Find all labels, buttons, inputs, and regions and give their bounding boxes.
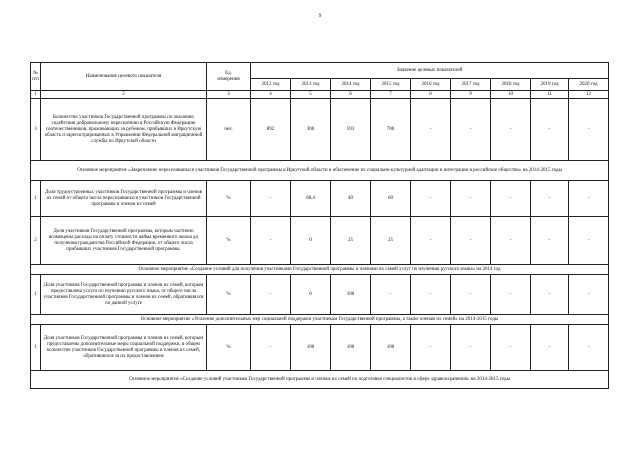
indicator-value: 25 [371, 217, 411, 265]
row-number: 1 [31, 325, 41, 371]
indicator-value: 25 [331, 217, 371, 265]
column-number: 2 [41, 91, 207, 99]
column-number: 3 [207, 91, 251, 99]
indicator-row [31, 325, 609, 371]
header-year: 2014 год [331, 79, 371, 91]
header-year: 2016 год [411, 79, 451, 91]
header-name: Наименование целевого показателя [41, 63, 207, 91]
header-year: 2018 год [491, 79, 531, 91]
section-title: Основное мероприятие «Закрепление переселившихся участников Государственной программы в Иркутской области и обеспечение их социально-культурной адаптации и интеграции в российское общество» на 2014-2015 годы [31, 161, 609, 181]
indicator-name: Доля трудоустроенных участников Государственной программы и членов их семей от общего числа переселившихся участников Государственной программы и членов их семей [41, 181, 207, 217]
indicator-value: - [491, 181, 531, 217]
section-row [31, 161, 609, 181]
indicator-name: Доля участников Государственной программы и членов их семей, которым предоставлены дополнительные меры социальной поддержки, в общем количестве участников Государственной программы и членов их семей, обратившихся за их предоставлением [41, 325, 207, 371]
column-number: 9 [451, 91, 491, 99]
indicator-unit: % [207, 217, 251, 265]
indicator-value: 892 [251, 99, 291, 161]
section-row [31, 315, 609, 325]
indicator-value: 100 [331, 325, 371, 371]
indicator-row [31, 181, 609, 217]
indicator-value: 700 [371, 99, 411, 161]
indicator-value: - [251, 275, 291, 315]
page-number: 9 [318, 14, 322, 19]
column-number: 11 [531, 91, 569, 99]
section-title: Основное мероприятие «Создание условий для получения участниками Государственной программы и членами их семей услуг по изучению русского языка» на 2014 год [31, 265, 609, 275]
indicator-value: 100 [371, 325, 411, 371]
indicator-value: - [251, 325, 291, 371]
column-number: 12 [569, 91, 609, 99]
targets-table [30, 62, 609, 389]
indicator-value: 300 [291, 99, 331, 161]
indicator-value: - [569, 275, 609, 315]
section-row [31, 371, 609, 389]
indicator-value: - [411, 181, 451, 217]
header-year: 2017 год [451, 79, 491, 91]
indicator-value: - [491, 217, 531, 265]
indicator-unit: чел. [207, 99, 251, 161]
row-number: 3 [31, 99, 41, 161]
indicator-value: - [531, 325, 569, 371]
row-number: 1 [31, 275, 41, 315]
row-number: 1 [31, 181, 41, 217]
indicator-value: 40 [331, 181, 371, 217]
section-row [31, 265, 609, 275]
indicator-value: - [491, 275, 531, 315]
indicator-value: - [531, 275, 569, 315]
indicator-value: 68.4 [291, 181, 331, 217]
column-number: 1 [31, 91, 41, 99]
indicator-value: - [531, 217, 569, 265]
header-num: № п/п [31, 63, 41, 91]
indicator-value: - [451, 181, 491, 217]
indicator-value: - [531, 99, 569, 161]
indicator-value: - [411, 99, 451, 161]
indicator-value: - [251, 181, 291, 217]
indicator-row [31, 217, 609, 265]
indicator-value: 0 [291, 217, 331, 265]
indicator-name: Доля участников Государственной программы, которым частично возмещены расходы на оплату стоимости найма временного жилья до получения гражданства Российской Федерации, от общего числа прибывших участников Государственной программы. [41, 217, 207, 265]
indicator-row [31, 275, 609, 315]
indicator-value: - [451, 275, 491, 315]
indicator-value: - [451, 325, 491, 371]
indicator-value: 593 [331, 99, 371, 161]
indicator-value: 60 [371, 181, 411, 217]
indicator-unit: % [207, 181, 251, 217]
indicator-value: - [451, 217, 491, 265]
indicator-value: - [491, 99, 531, 161]
header-year: 2015 год [371, 79, 411, 91]
indicator-value: - [569, 181, 609, 217]
indicator-value: - [411, 275, 451, 315]
header-year: 2012 год [251, 79, 291, 91]
column-number: 6 [331, 91, 371, 99]
header-year: 2013 год [291, 79, 331, 91]
indicator-unit: % [207, 275, 251, 315]
section-title: Основное мероприятие «Усиление дополнительных мер социальной поддержки участникам Государственной программы, а также членам их семей» на 2014-2015 годы [31, 315, 609, 325]
header-unit: Ед. измерения [207, 63, 251, 91]
column-number: 4 [251, 91, 291, 99]
column-number: 7 [371, 91, 411, 99]
indicator-name: Доля участников Государственной программы и членов их семей, которым предоставлена услуга по изучению русского языка, от общего числа участников Государственной программы и членов их семей, обратившихся по данной услуге [41, 275, 207, 315]
indicator-name: Количество участников Государственной программы по оказанию содействия добровольному переселению в Российскую Федерацию соотечественников, проживающих за рубежом, прибывших в Иркутскую область и зарегистрированных в Управлении Федеральной миграционной службы по Иркутской области [41, 99, 207, 161]
indicator-value: 100 [291, 325, 331, 371]
column-number: 10 [491, 91, 531, 99]
indicator-value: - [491, 325, 531, 371]
indicator-row [31, 99, 609, 161]
indicator-value: - [371, 275, 411, 315]
header-values-title: Значение целевых показателей [251, 63, 609, 79]
indicator-value: - [411, 217, 451, 265]
column-number: 5 [291, 91, 331, 99]
section-title: Основное мероприятие «Создание условий участникам Государственной программы и членам их семей по подготовке специалистов в сфере здравоохранения» на 2014-2015 годы [31, 371, 609, 389]
indicator-unit: % [207, 325, 251, 371]
header-year: 2020 год [569, 79, 609, 91]
row-number: 2 [31, 217, 41, 265]
indicator-value: - [569, 217, 609, 265]
indicator-value: - [251, 217, 291, 265]
indicator-value: - [411, 325, 451, 371]
indicator-value: - [451, 99, 491, 161]
indicator-value: - [569, 325, 609, 371]
indicator-value: - [531, 181, 569, 217]
header-year: 2019 год [531, 79, 569, 91]
indicator-value: - [569, 99, 609, 161]
indicator-value: 0 [291, 275, 331, 315]
indicator-value: 100 [331, 275, 371, 315]
column-number: 8 [411, 91, 451, 99]
